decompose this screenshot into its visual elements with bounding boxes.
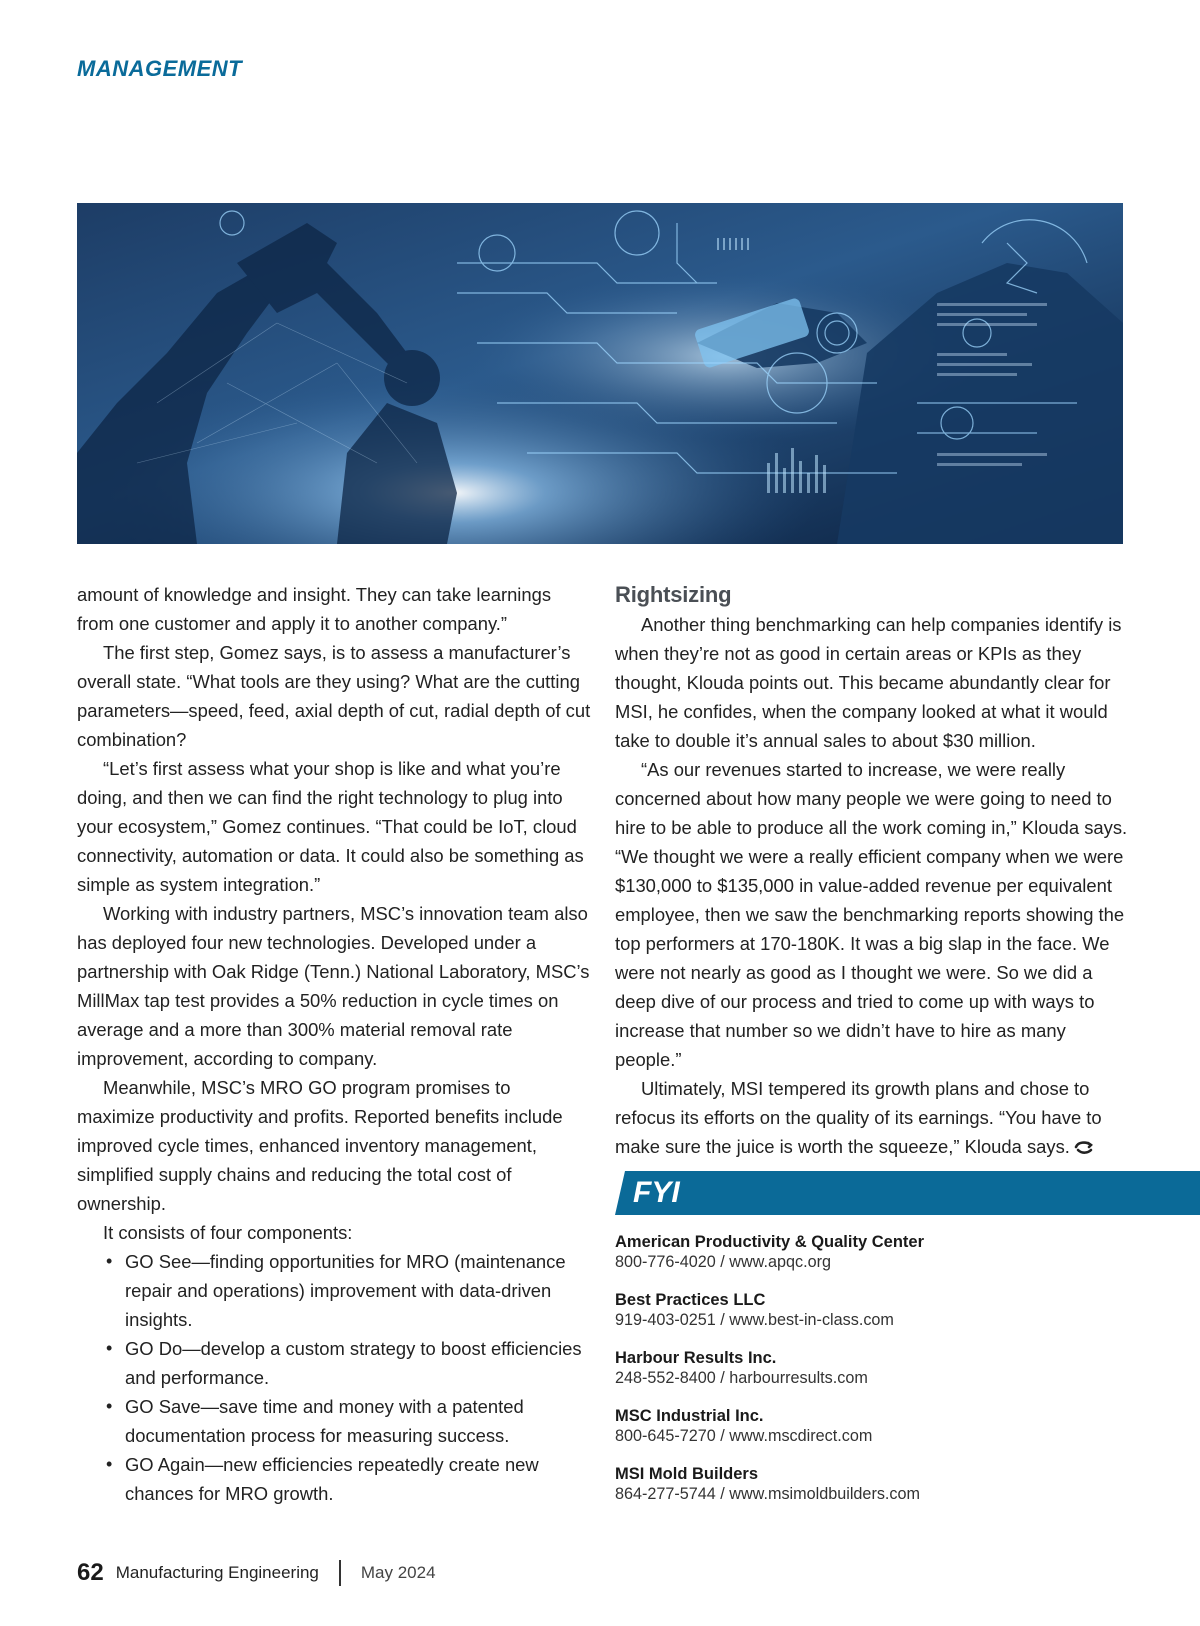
- list-item: • GO Save—save time and money with a patented documentation process for measuring success.: [103, 1392, 592, 1450]
- fyi-list: [615, 1232, 1175, 1522]
- body-paragraph: amount of knowledge and insight. They can take learnings from one customer and apply it to another company.”: [77, 584, 552, 634]
- fyi-entry-name: Harbour Results Inc.: [615, 1349, 777, 1367]
- body-paragraph: Meanwhile, MSC’s MRO GO program promises to maximize productivity and profits. Reported benefits include improved cycle times, enhanced inventory management, simplified supply chains and reducing the total cost of ownership.: [77, 1077, 563, 1214]
- body-paragraph: Ultimately, MSI tempered its growth plans and chose to refocus its efforts on the quality of its earnings. “You have to make sure the juice is worth the squeeze,” Klouda says.: [615, 1078, 1102, 1157]
- left-column: [77, 580, 592, 1508]
- fyi-entry: [615, 1406, 1175, 1446]
- fyi-entry: [615, 1348, 1175, 1388]
- body-paragraph: It consists of four components:: [103, 1222, 353, 1243]
- fyi-entry-contact: 864-277-5744 / www.msimoldbuilders.com: [615, 1485, 921, 1503]
- hero-image: [77, 203, 1123, 544]
- fyi-entry-contact: 919-403-0251 / www.best-in-class.com: [615, 1311, 894, 1329]
- body-paragraph: “As our revenues started to increase, we were really concerned about how many people we were going to need to hire to be able to produce all the work coming in,” Klouda says. “We thought we were a really efficient company when we were $130,000 to $135,000 in value-added revenue per equivalent employee, then we saw the benchmarking reports showing the top performers at 170-180K. It was a big slap in the face. We were not nearly as good as I thought we were. So we did a deep dive of our process and tried to come up with ways to increase that number so we didn’t have to hire as many people.”: [615, 759, 1128, 1070]
- body-paragraph: “Let’s first assess what your shop is like and what you’re doing, and then we can find the right technology to plug into your ecosystem,” Gomez continues. “That could be IoT, cloud connectivity, automation or data. It could also be something as simple as system integration.”: [77, 758, 584, 895]
- industrial-robot-illustration: [77, 203, 1123, 544]
- components-list: [77, 1247, 592, 1508]
- fyi-banner: [615, 1171, 1200, 1215]
- footer-divider: [339, 1560, 341, 1586]
- fyi-entry-contact: 248-552-8400 / harbourresults.com: [615, 1369, 868, 1387]
- end-mark-icon: [1074, 1141, 1094, 1155]
- list-item: • GO Do—develop a custom strategy to boost efficiencies and performance.: [103, 1334, 592, 1392]
- fyi-title: FYI: [633, 1176, 680, 1209]
- right-column: [615, 580, 1130, 1161]
- fyi-entry-name: American Productivity & Quality Center: [615, 1233, 924, 1251]
- fyi-entry: [615, 1290, 1175, 1330]
- fyi-entry-name: Best Practices LLC: [615, 1291, 766, 1309]
- issue-date: May 2024: [360, 1563, 436, 1582]
- fyi-entry: [615, 1464, 1175, 1504]
- fyi-entry-contact: 800-776-4020 / www.apqc.org: [615, 1253, 831, 1271]
- page-number: 62: [77, 1559, 104, 1586]
- list-item: • GO See—finding opportunities for MRO (maintenance repair and operations) improvement with data-driven insights.: [103, 1247, 592, 1334]
- list-item: • GO Again—new efficiencies repeatedly create new chances for MRO growth.: [103, 1450, 592, 1508]
- page-footer: [77, 1556, 436, 1590]
- body-paragraph: Another thing benchmarking can help companies identify is when they’re not as good in certain areas or KPIs as they thought, Klouda points out. This became abundantly clear for MSI, he confides, when the company looked at what it would take to double it’s annual sales to about $30 million.: [615, 614, 1122, 751]
- fyi-entry-contact: 800-645-7270 / www.mscdirect.com: [615, 1427, 873, 1445]
- section-label: MANAGEMENT: [77, 56, 243, 81]
- body-paragraph: Working with industry partners, MSC’s innovation team also has deployed four new technologies. Developed under a partnership with Oak Ridge (Tenn.) National Laboratory, MSC’s MillMax tap test provides a 50% reduction in cycle times on average and a more than 300% material removal rate improvement, according to company.: [77, 903, 590, 1069]
- fyi-entry-name: MSC Industrial Inc.: [615, 1407, 764, 1425]
- subhead: Rightsizing: [615, 582, 732, 607]
- fyi-entry: [615, 1232, 1175, 1272]
- publication-name: Manufacturing Engineering: [115, 1563, 319, 1582]
- body-paragraph: The first step, Gomez says, is to assess a manufacturer’s overall state. “What tools are they using? What are the cutting parameters—speed, feed, axial depth of cut, radial depth of cut combination?: [77, 642, 591, 750]
- fyi-entry-name: MSI Mold Builders: [615, 1465, 759, 1483]
